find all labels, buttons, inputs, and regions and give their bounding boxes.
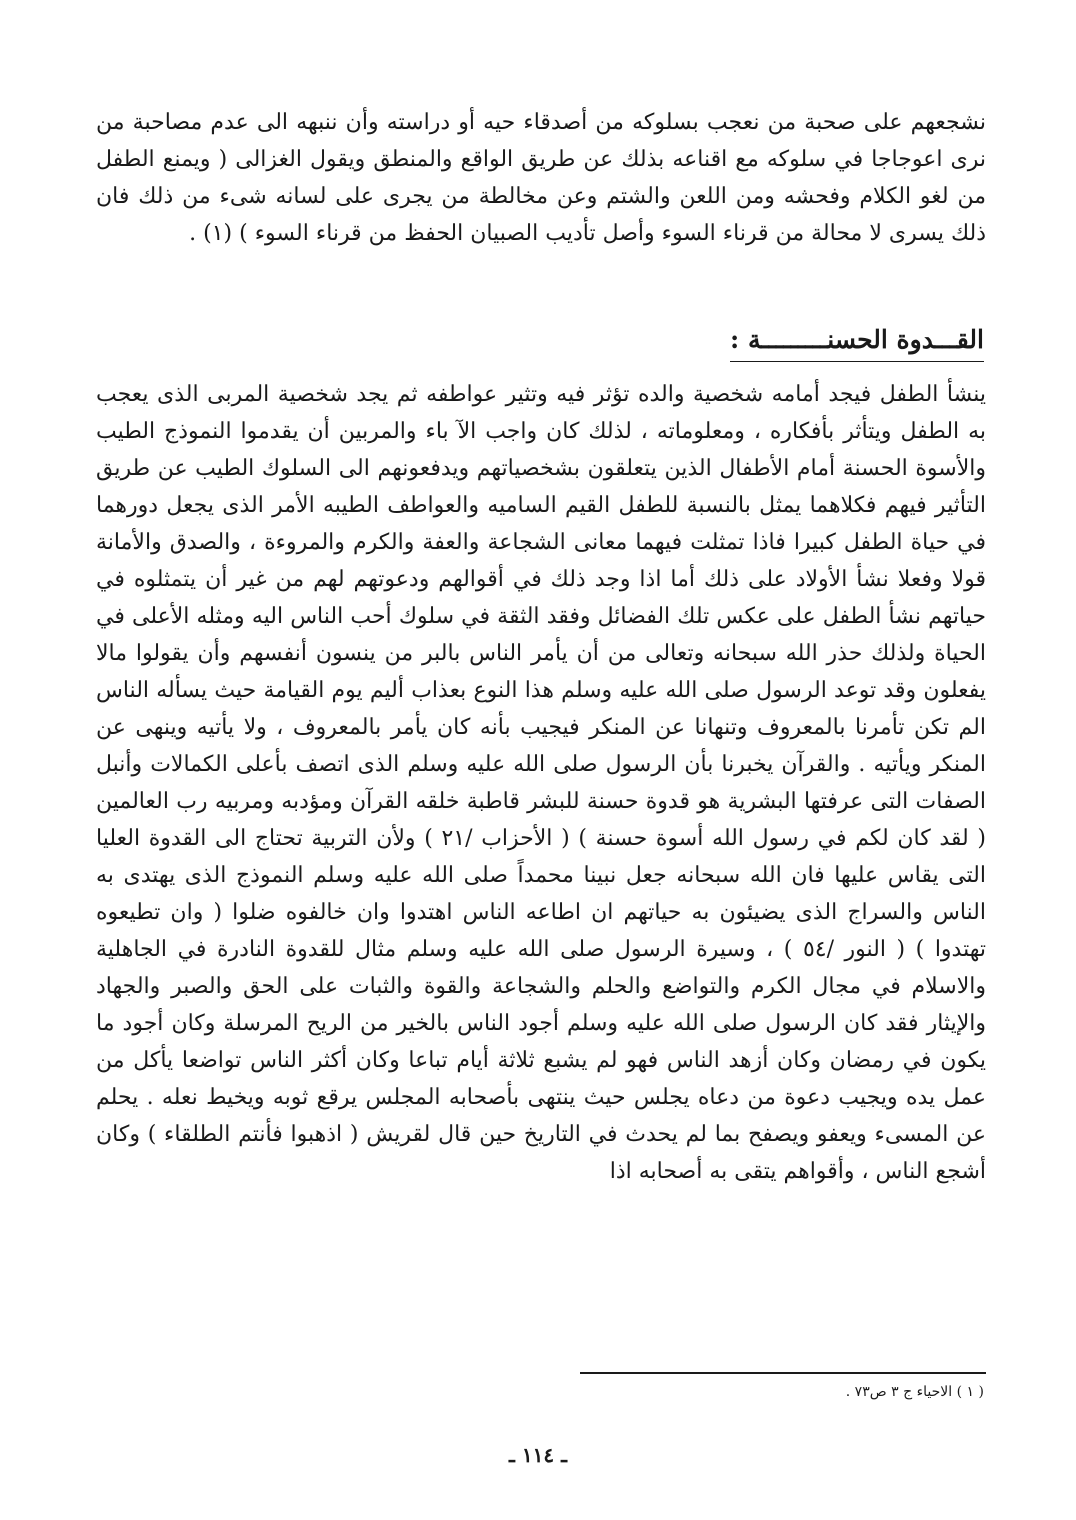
section-heading: القـــدوة الحسنـــــــــة :	[730, 323, 984, 362]
footnote-divider	[580, 1372, 986, 1374]
page-number: ـ ١١٤ ـ	[509, 1443, 567, 1467]
footnote: ( ١ ) الاحياء ج ٣ ص٧٣ .	[845, 1384, 984, 1400]
paragraph-2: ينشأ الطفل فيجد أمامه شخصية والده تؤثر فيه وتثير عواطفه ثم يجد شخصية المربى الذى يعجب به الطفل ويتأثر بأفكاره ، ومعلوماته ، لذلك كان واجب الآ باء والمربين أن يقدموا النموذج الطيب والأسوة الحسنة أمام الأطفال الذين يتعلقون بشخصياتهم ويدفعونهم الى السلوك الطيب عن طريق التأثير فيهم فكلاهما يمثل بالنسبة للطفل القيم الساميه والعواطف الطيبه الأمر الذى يجعل دورهما في حياة الطفل كبيرا فاذا تمثلت فيهما معانى الشجاعة والعفة والكرم والمروءة ، والصدق والأمانة قولا وفعلا نشأ الأولاد على ذلك أما اذا وجد ذلك في أقوالهم ودعوتهم لهم من غير أن يتمثلوه في حياتهم نشأ الطفل على عكس تلك الفضائل وفقد الثقة في سلوك أحب الناس اليه ومثله الأعلى في الحياة ولذلك حذر الله سبحانه وتعالى من أن يأمر الناس بالبر من ينسون أنفسهم وأن يقولوا مالا يفعلون وقد توعد الرسول صلى الله عليه وسلم هذا النوع بعذاب أليم يوم القيامة حيث يسأله الناس الم تكن تأمرنا بالمعروف وتنهانا عن المنكر فيجيب بأنه كان يأمر بالمعروف ، ولا يأتيه وينهى عن المنكر ويأتيه . والقرآن يخبرنا بأن الرسول صلى الله عليه وسلم الذى اتصف بأعلى الكمالات وأنبل الصفات التى عرفتها البشرية هو قدوة حسنة للبشر قاطبة خلقه القرآن ومؤدبه ومربيه رب العالمين ( لقد كان لكم في رسول الله أسوة حسنة ) ( الأحزاب /٢١ ) ولأن التربية تحتاج الى القدوة العليا التى يقاس عليها فان الله سبحانه جعل نبينا محمداً صلى الله عليه وسلم النموذج الذى يهتدى به الناس والسراج الذى يضيئون به حياتهم ان اطاعه الناس اهتدوا وان خالفوه ضلوا ( وان تطيعوه تهتدوا ) ( النور /٥٤ ) ، وسيرة الرسول صلى الله عليه وسلم مثال للقدوة النادرة في الجاهلية والاسلام في مجال الكرم والتواضع والحلم والشجاعة والقوة والثبات على الحق والصبر والجهاد والإيثار فقد كان الرسول صلى الله عليه وسلم أجود الناس بالخير من الريح المرسلة وكان أجود ما يكون في رمضان وكان أزهد الناس فهو لم يشبع ثلاثة أيام تباعا وكان أكثر الناس تواضعا يأكل من عمل يده ويجيب دعوة من دعاه يجلس حيث ينتهى بأصحابه المجلس يرقع ثوبه ويخيط نعله . يحلم عن المسىء ويعفو ويصفح بما لم يحدث في التاريخ حين قال لقريش ( اذهبوا فأنتم الطلقاء ) وكان أشجع الناس ، وأقواهم يتقى به أصحابه اذا	[96, 382, 987, 1184]
paragraph-1: نشجعهم على صحبة من نعجب بسلوكه من أصدقاء حيه أو دراسته وأن ننبهه الى عدم مصاحبة من نرى اعوجاجا في سلوكه مع اقناعه بذلك عن طريق الواقع والمنطق ويقول الغزالى ( ويمنع الطفل من لغو الكلام وفحشه ومن اللعن والشتم وعن مخالطة من يجرى على لسانه شىء من ذلك فان ذلك يسرى لا محالة من قرناء السوء وأصل تأديب الصبيان الحفظ من قرناء السوء ) (١) .	[96, 110, 986, 246]
